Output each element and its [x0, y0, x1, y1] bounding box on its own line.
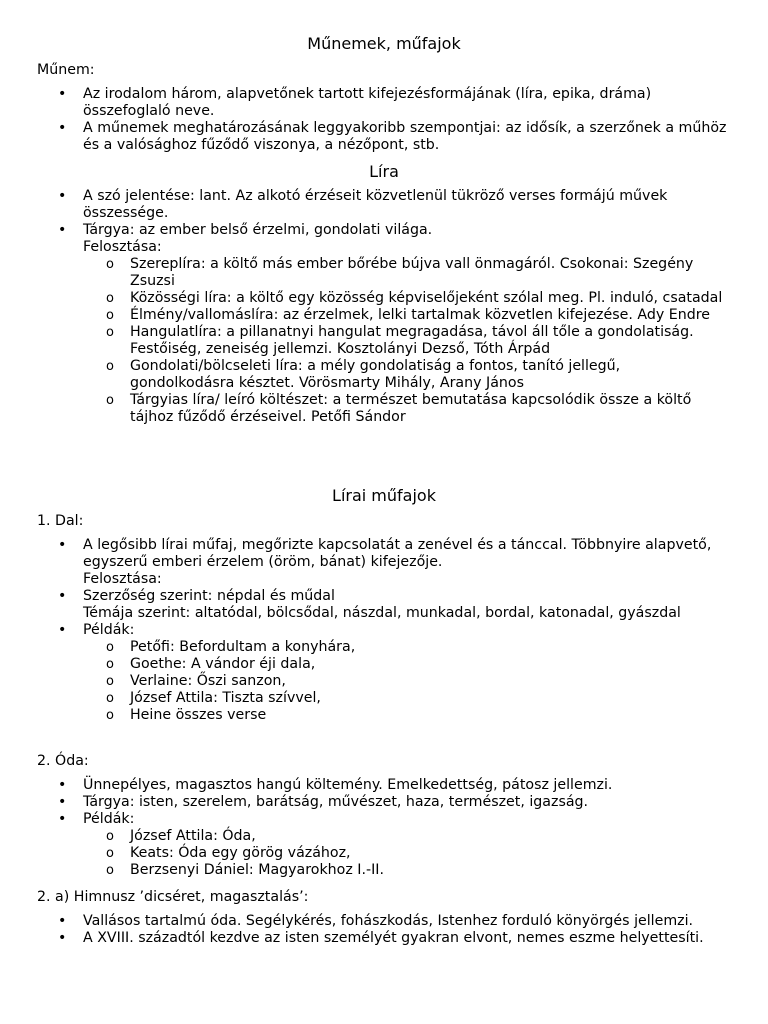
- list-item: [0, 537, 768, 588]
- circle-bullet-icon: o: [106, 308, 114, 323]
- dal-list: [0, 537, 768, 724]
- list-item-text: Tárgya: isten, szerelem, barátság, művészet, haza, természet, igazság.: [83, 794, 589, 810]
- sub-list-item-text: József Attila: Tiszta szívvel,: [130, 690, 321, 706]
- bullet-icon: •: [58, 86, 67, 102]
- sub-list-item-text: Petőfi: Befordultam a konyhára,: [130, 639, 356, 655]
- sub-list-item-text: Tárgyias líra/ leíró költészet: a természet bemutatása kapcsolódik össze a költő tájhoz fűződő érzéseivel. Petőfi Sándor: [130, 392, 692, 425]
- list-item-text: Példák:: [83, 622, 135, 638]
- list-item-text: Vallásos tartalmú óda. Segélykérés, fohászkodás, Istenhez forduló könyörgés jellemzi.: [83, 913, 694, 929]
- list-item: [0, 188, 768, 222]
- sub-list-item: [83, 307, 728, 324]
- sub-list-item: [83, 656, 728, 673]
- list-item: [0, 222, 768, 426]
- circle-bullet-icon: o: [106, 863, 114, 878]
- sub-list-item: [83, 673, 728, 690]
- circle-bullet-icon: o: [106, 640, 114, 655]
- sub-list-item: [83, 862, 728, 879]
- sub-list-item-text: Goethe: A vándor éji dala,: [130, 656, 316, 672]
- himnusz-label: 2. a) Himnusz ’dicséret, magasztalás’:: [37, 889, 309, 905]
- munem-label: Műnem:: [37, 62, 95, 78]
- list-item-text: Az irodalom három, alapvetőnek tartott kifejezésformájának (líra, epika, dráma) összefoglaló neve.: [83, 86, 652, 119]
- bullet-icon: •: [58, 913, 67, 929]
- sub-list-item-text: József Attila: Óda,: [130, 828, 256, 844]
- himnusz-list: [0, 913, 768, 947]
- lira-list: [0, 188, 768, 426]
- sub-list-item: [83, 639, 728, 656]
- sub-list-item-text: Élmény/vallomáslíra: az érzelmek, lelki tartalmak közvetlen kifejezése. Ady Endre: [130, 307, 710, 323]
- list-item: [0, 913, 768, 930]
- bullet-icon: •: [58, 622, 67, 638]
- circle-bullet-icon: o: [106, 674, 114, 689]
- list-item: [0, 622, 768, 724]
- sub-list-item-text: Szereplíra: a költő más ember bőrébe bújva vall önmagáról. Csokonai: Szegény Zsuzsi: [130, 256, 694, 289]
- list-item-text: A legősibb lírai műfaj, megőrizte kapcsolatát a zenével és a tánccal. Többnyire alapvető, egyszerű emberi érzelem (öröm, bánat) kifejezője.: [83, 537, 712, 570]
- list-item-text: Példák:: [83, 811, 135, 827]
- oda-label: 2. Óda:: [37, 753, 89, 769]
- circle-bullet-icon: o: [106, 325, 114, 340]
- bullet-icon: •: [58, 120, 67, 136]
- sub-list-item-text: Gondolati/bölcseleti líra: a mély gondolatiság a fontos, tanító jellegű, gondolkodásra késztet. Vörösmarty Mihály, Arany János: [130, 358, 621, 391]
- document-title: Műnemek, műfajok: [307, 34, 461, 53]
- list-item-text: A XVIII. századtól kezdve az isten személyét gyakran elvont, nemes eszme helyettesíti.: [83, 930, 704, 946]
- list-item: [0, 794, 768, 811]
- section-heading-lirai-mufajok: Lírai műfajok: [332, 486, 436, 505]
- circle-bullet-icon: o: [106, 359, 114, 374]
- list-item: [0, 588, 768, 622]
- sub-list-item-text: Verlaine: Őszi sanzon,: [130, 673, 286, 689]
- list-item: [0, 930, 768, 947]
- sub-list-item: [83, 290, 728, 307]
- sub-list-item: [83, 828, 728, 845]
- circle-bullet-icon: o: [106, 291, 114, 306]
- list-item: [0, 811, 768, 879]
- sub-list-item: [83, 324, 728, 358]
- list-item-subtext: Felosztása:: [83, 239, 162, 255]
- sub-list-item-text: Hangulatlíra: a pillanatnyi hangulat megragadása, távol áll tőle a gondolatiság. Festőiség, zeneiség jellemzi. Kosztolányi Dezső, Tóth Árpád: [130, 324, 694, 357]
- sub-list-item: [83, 392, 728, 426]
- sub-list-item-text: Közösségi líra: a költő egy közösség képviselőjeként szólal meg. Pl. induló, csatadal: [130, 290, 723, 306]
- circle-bullet-icon: o: [106, 657, 114, 672]
- sub-list-item: [83, 845, 728, 862]
- lira-types-list: [83, 256, 728, 426]
- list-item-subtext: Témája szerint: altatódal, bölcsődal, nászdal, munkadal, bordal, katonadal, gyászdal: [83, 605, 681, 621]
- sub-list-item-text: Heine összes verse: [130, 707, 267, 723]
- sub-list-item: [83, 256, 728, 290]
- sub-list-item-text: Keats: Óda egy görög vázához,: [130, 845, 351, 861]
- bullet-icon: •: [58, 537, 67, 553]
- bullet-icon: •: [58, 811, 67, 827]
- list-item: [0, 777, 768, 794]
- circle-bullet-icon: o: [106, 257, 114, 272]
- sub-list-item: [83, 707, 728, 724]
- bullet-icon: •: [58, 222, 67, 238]
- list-item-text: Ünnepélyes, magasztos hangú költemény. Emelkedettség, pátosz jellemzi.: [83, 777, 613, 793]
- oda-examples-list: [83, 828, 728, 879]
- list-item-subtext: Felosztása:: [83, 571, 162, 587]
- dal-label: 1. Dal:: [37, 513, 84, 529]
- circle-bullet-icon: o: [106, 708, 114, 723]
- list-item-text: Tárgya: az ember belső érzelmi, gondolati világa.: [83, 222, 433, 238]
- section-heading-lira: Líra: [369, 162, 399, 181]
- oda-list: [0, 777, 768, 879]
- bullet-icon: •: [58, 777, 67, 793]
- circle-bullet-icon: o: [106, 393, 114, 408]
- list-item-text: A műnemek meghatározásának leggyakoribb szempontjai: az idősík, a szerzőnek a műhöz és a valósághoz fűződő viszonya, a nézőpont, stb.: [83, 120, 727, 153]
- circle-bullet-icon: o: [106, 691, 114, 706]
- munem-list: [0, 86, 768, 154]
- circle-bullet-icon: o: [106, 846, 114, 861]
- bullet-icon: •: [58, 930, 67, 946]
- list-item-text: Szerzőség szerint: népdal és műdal: [83, 588, 335, 604]
- list-item: [0, 86, 768, 120]
- dal-examples-list: [83, 639, 728, 724]
- bullet-icon: •: [58, 188, 67, 204]
- list-item-text: A szó jelentése: lant. Az alkotó érzéseit közvetlenül tükröző verses formájú művek összessége.: [83, 188, 668, 221]
- list-item: [0, 120, 768, 154]
- sub-list-item: [83, 690, 728, 707]
- circle-bullet-icon: o: [106, 829, 114, 844]
- sub-list-item: [83, 358, 728, 392]
- bullet-icon: •: [58, 588, 67, 604]
- bullet-icon: •: [58, 794, 67, 810]
- sub-list-item-text: Berzsenyi Dániel: Magyarokhoz I.-II.: [130, 862, 384, 878]
